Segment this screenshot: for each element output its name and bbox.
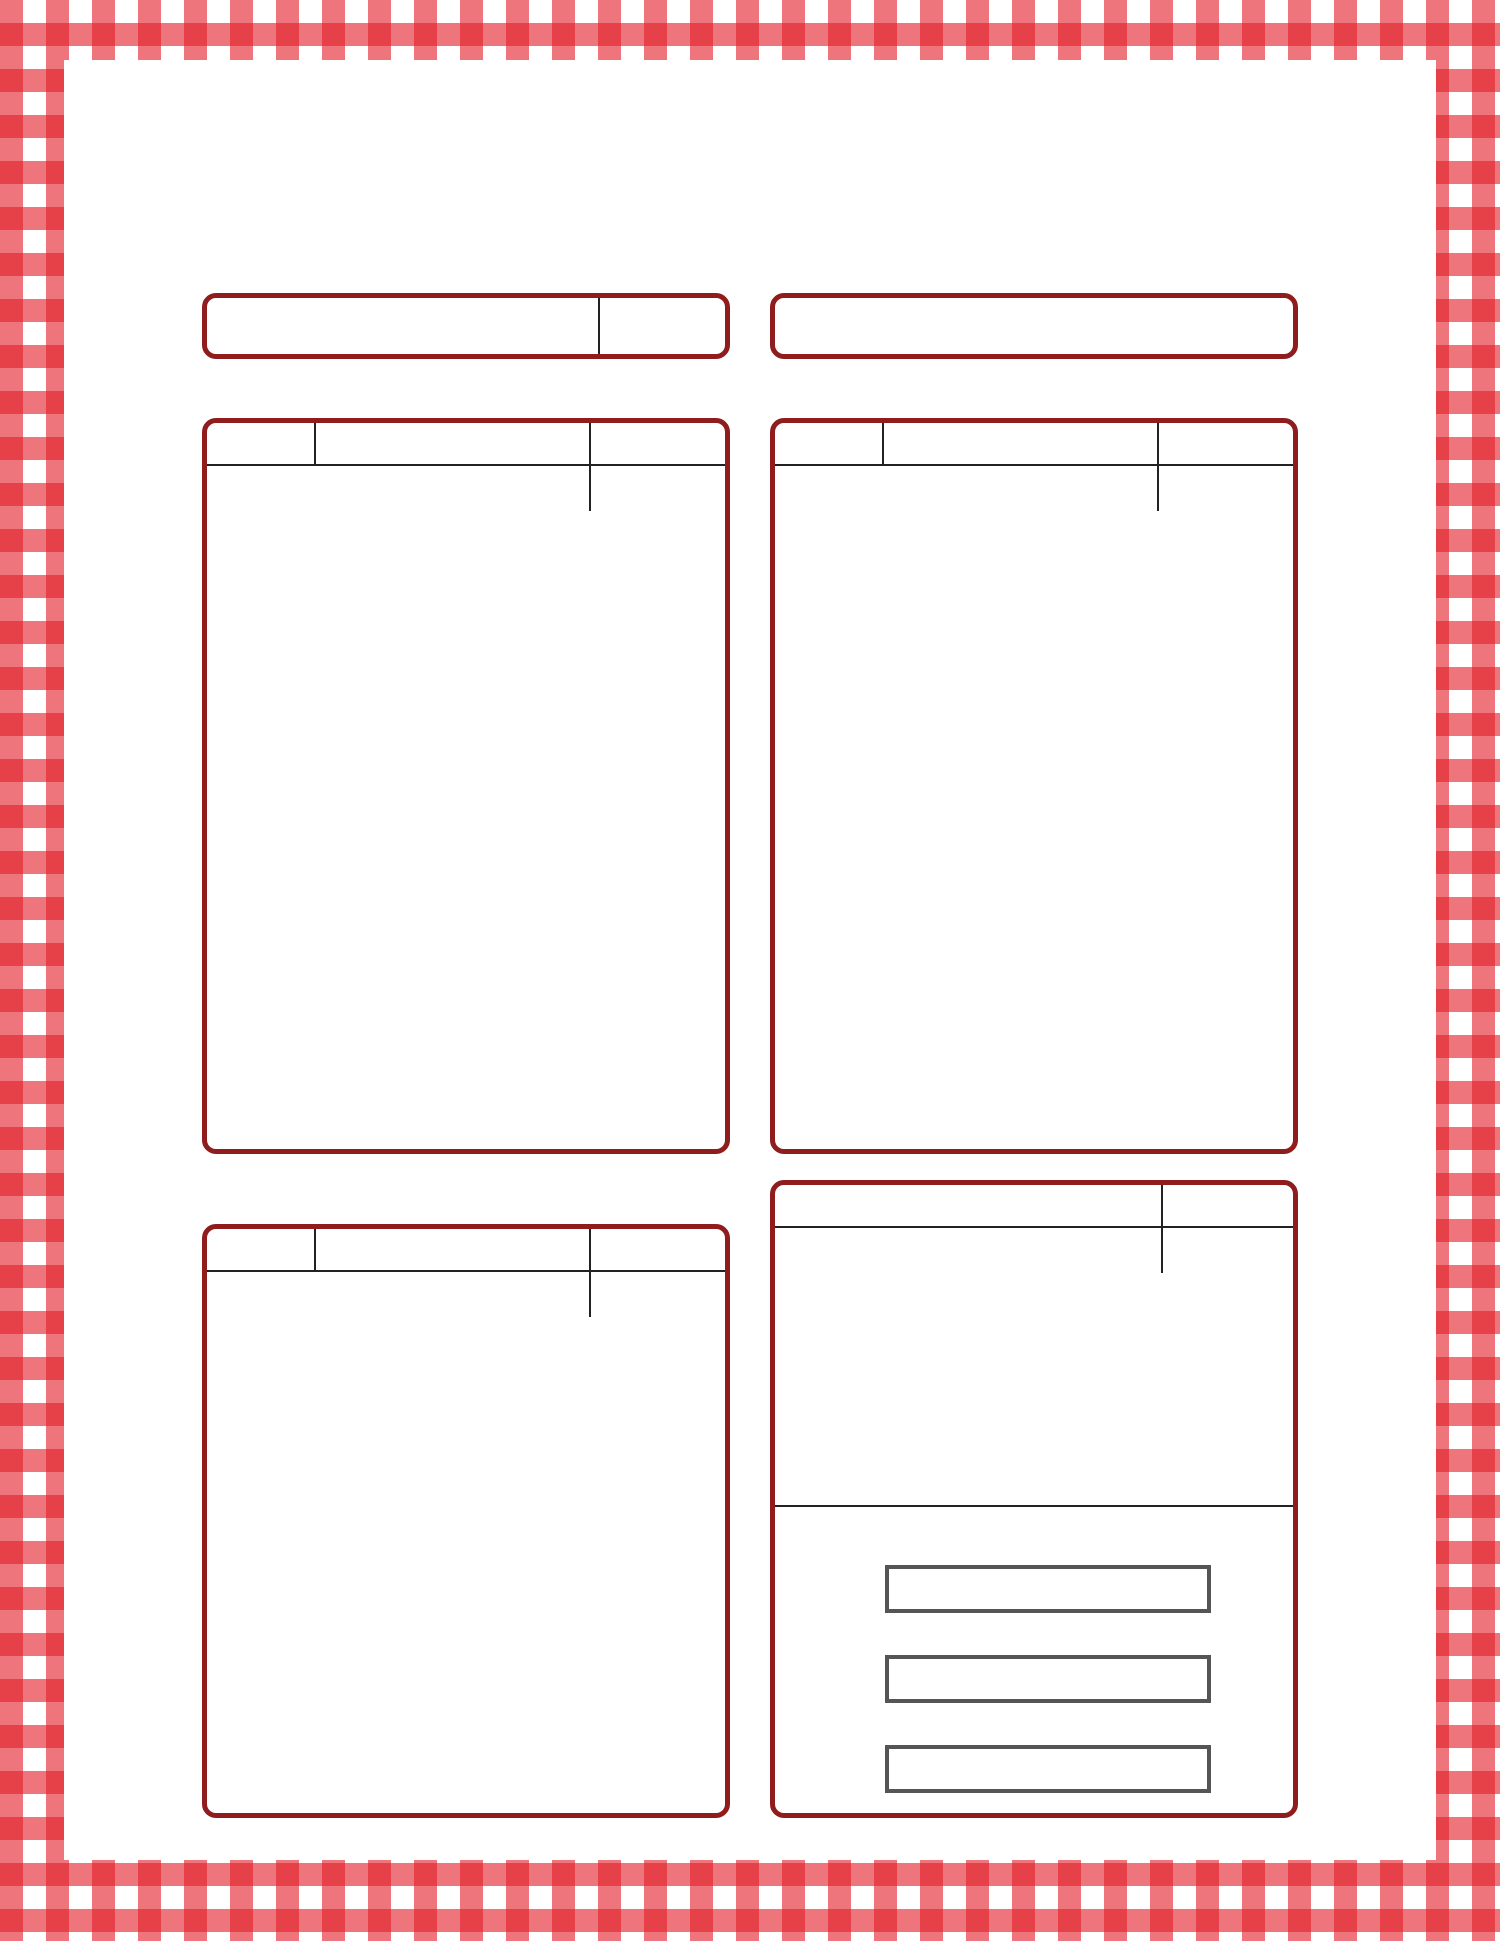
summary-grand-total-label [775, 1227, 1162, 1273]
summary-budgeted-amount-field[interactable] [885, 1565, 1211, 1613]
other-date-header [207, 1229, 315, 1271]
other-total-header [590, 1229, 725, 1271]
summary-category-header [775, 1185, 1162, 1227]
food-date-header [207, 423, 315, 465]
planner-sheet [64, 60, 1436, 1860]
food-table [202, 418, 730, 1154]
food-grand-total-label [207, 465, 590, 511]
food-grand-total-cell[interactable] [590, 465, 725, 511]
decorations-description-header [883, 423, 1158, 465]
decorations-date-header [775, 423, 883, 465]
summary-divider [775, 1505, 1293, 1507]
difference-field[interactable] [885, 1745, 1211, 1793]
budgeted-amount-field[interactable] [770, 293, 1298, 359]
summary-grand-total-cell[interactable] [1162, 1227, 1293, 1273]
summary-total-header [1162, 1185, 1293, 1227]
other-description-header [315, 1229, 590, 1271]
food-total-header [590, 423, 725, 465]
other-expenses-table [202, 1224, 730, 1818]
decorations-table [770, 418, 1298, 1154]
summary-panel [770, 1180, 1298, 1818]
month-year-field[interactable] [202, 293, 730, 359]
total-expenditure-field[interactable] [885, 1655, 1211, 1703]
other-grand-total-cell[interactable] [590, 1271, 725, 1317]
month-year-divider [598, 298, 600, 354]
decorations-grand-total-label [775, 465, 1158, 511]
decorations-total-header [1158, 423, 1293, 465]
other-grand-total-label [207, 1271, 590, 1317]
decorations-grand-total-cell[interactable] [1158, 465, 1293, 511]
food-description-header [315, 423, 590, 465]
